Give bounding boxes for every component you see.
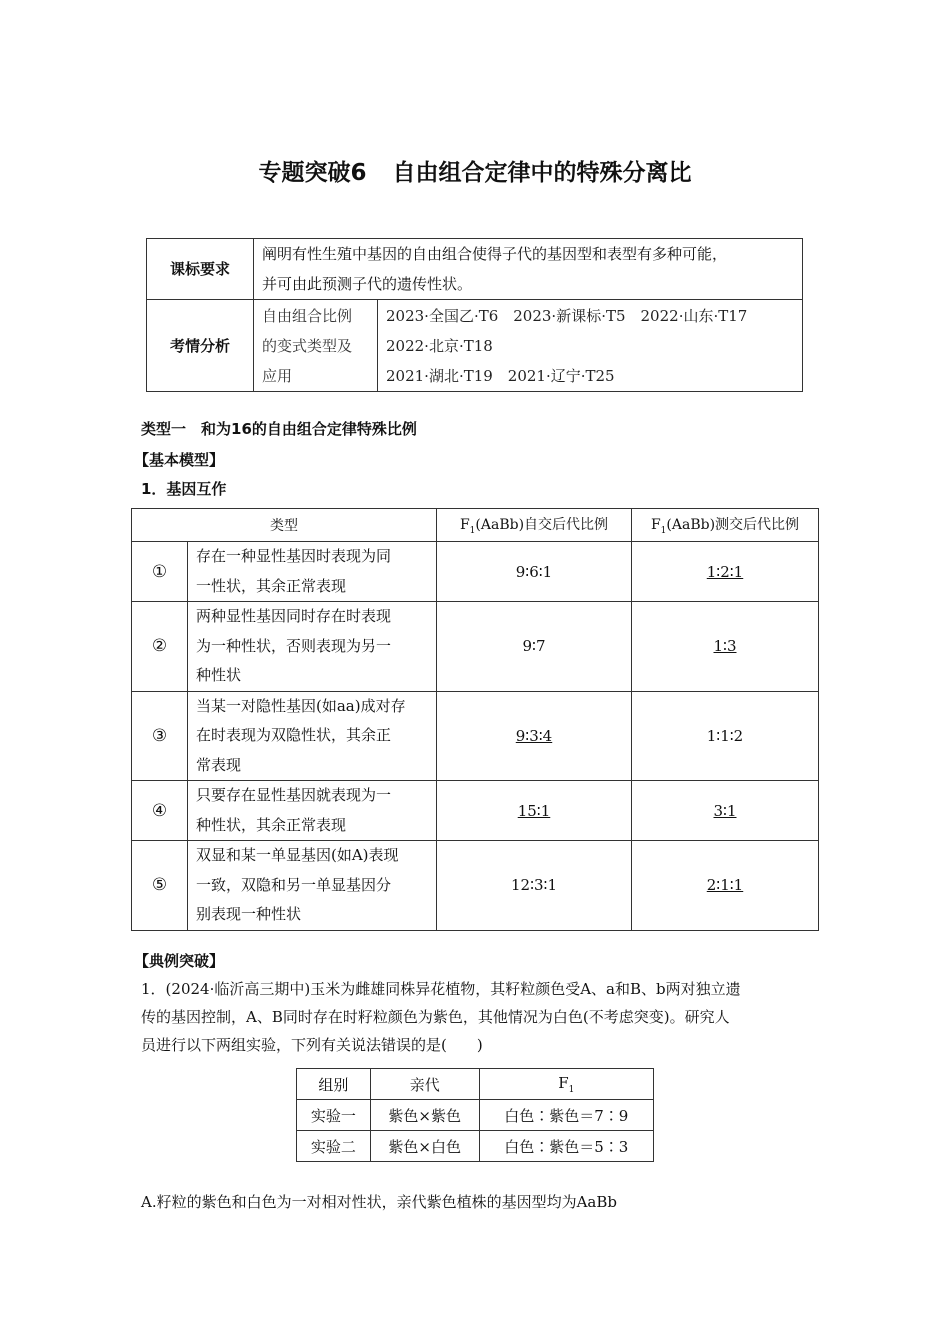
f1-cell: 白色∶紫色＝7∶9 — [479, 1100, 653, 1131]
section-heading-type1: 类型一 和为16的自由组合定律特殊比例 — [141, 420, 417, 438]
page-title — [0, 154, 950, 187]
curriculum-info-table — [146, 238, 803, 392]
exam-references: 2023·全国乙·T6 2023·新课标·T5 2022·山东·T17 2022·北京·T18 2021·湖北·T19 2021·辽宁·T25 — [378, 300, 803, 392]
table-row — [132, 691, 819, 781]
table-row — [297, 1131, 654, 1162]
self-cross-ratio: 12∶3∶1 — [437, 841, 632, 931]
gene-interaction-heading: 1．基因互作 — [141, 480, 227, 498]
group-cell: 实验二 — [297, 1131, 371, 1162]
row-number: ④ — [132, 781, 188, 841]
header-f1: $F_1$ — [479, 1069, 653, 1100]
row-description: 当某一对隐性基因(如aa)成对存 在时表现为双隐性状，其余正 常表现 — [188, 691, 437, 781]
f1-cell: 白色∶紫色＝5∶3 — [479, 1131, 653, 1162]
row-number: ① — [132, 542, 188, 602]
self-cross-ratio: 9∶6∶1 — [437, 542, 632, 602]
parent-cell: 紫色×紫色 — [370, 1100, 479, 1131]
header-self-cross: $F_1(AaBb)$自交后代比例 — [437, 509, 632, 542]
exam-analysis-label: 考情分析 — [147, 300, 254, 392]
experiment-table — [296, 1068, 654, 1162]
option-a: A.籽粒的紫色和白色为一对相对性状，亲代紫色植株的基因型均为AaBb — [141, 1193, 618, 1211]
group-cell: 实验一 — [297, 1100, 371, 1131]
self-cross-ratio: 9∶7 — [437, 602, 632, 692]
row-description: 双显和某一单显基因(如A)表现 一致，双隐和另一单显基因分 别表现一种性状 — [188, 841, 437, 931]
basic-model-heading: 【基本模型】 — [134, 451, 225, 469]
test-cross-ratio: 2∶1∶1 — [706, 876, 744, 895]
title-number: 专题突破6 — [258, 160, 367, 186]
exam-topic: 自由组合比例 的变式类型及 应用 — [254, 300, 378, 392]
title-text: 自由组合定律中的特殊分离比 — [392, 160, 692, 186]
row-description: 存在一种显性基因时表现为同 一性状，其余正常表现 — [188, 542, 437, 602]
standard-requirement-label: 课标要求 — [147, 239, 254, 300]
header-group: 组别 — [297, 1069, 371, 1100]
table-row — [297, 1100, 654, 1131]
parent-cell: 紫色×白色 — [370, 1131, 479, 1162]
header-type: 类型 — [132, 509, 437, 542]
table-row — [132, 841, 819, 931]
standard-requirement-text: 阐明有性生殖中基因的自由组合使得子代的基因型和表型有多种可能， 并可由此预测子代的遗传性状。 — [254, 239, 803, 300]
header-parent: 亲代 — [370, 1069, 479, 1100]
table-row — [132, 542, 819, 602]
table-row — [132, 602, 819, 692]
row-description: 只要存在显性基因就表现为一 种性状，其余正常表现 — [188, 781, 437, 841]
question-1-stem: 1．(2024·临沂高三期中)玉米为雌雄同株异花植物，其籽粒颜色受A、a和B、b两对独立遗 传的基因控制，A、B同时存在时籽粒颜色为紫色，其他情况为白色(不考虑突变)。研究人 员进行以下两组实验，下列有关说法错误的是( ) — [141, 980, 741, 1054]
example-heading: 【典例突破】 — [134, 952, 225, 970]
self-cross-ratio: 9∶3∶4 — [515, 726, 553, 745]
row-description: 两种显性基因同时存在时表现 为一种性状，否则表现为另一 种性状 — [188, 602, 437, 692]
test-cross-ratio: 1∶3 — [713, 637, 737, 656]
header-test-cross: $F_1(AaBb)$测交后代比例 — [632, 509, 819, 542]
test-cross-ratio: 3∶1 — [713, 801, 737, 820]
row-number: ⑤ — [132, 841, 188, 931]
test-cross-ratio: 1∶2∶1 — [706, 562, 744, 581]
row-number: ③ — [132, 691, 188, 781]
table-row — [132, 781, 819, 841]
row-number: ② — [132, 602, 188, 692]
self-cross-ratio: 15∶1 — [517, 801, 551, 820]
gene-interaction-table — [131, 508, 819, 931]
test-cross-ratio: 1∶1∶2 — [632, 691, 819, 781]
